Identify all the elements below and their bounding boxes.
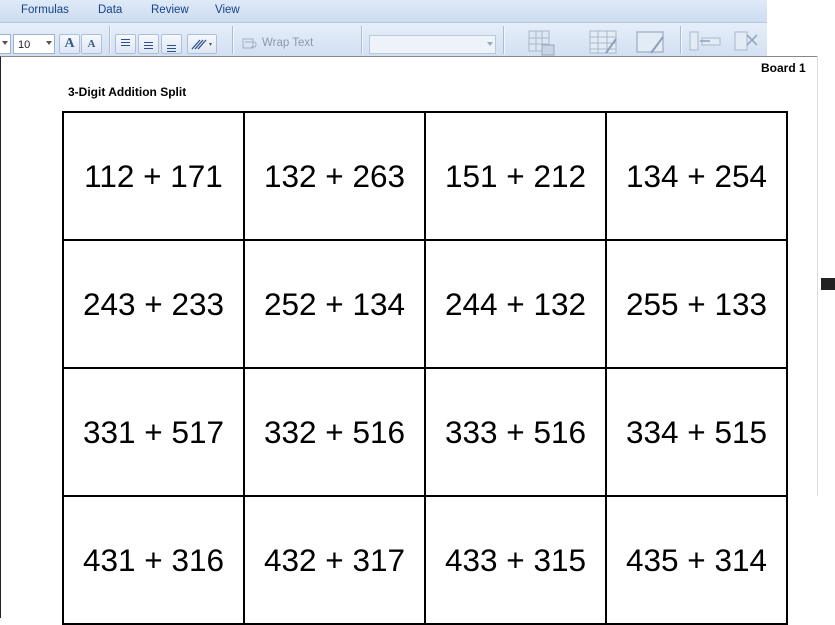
addition-card[interactable]: 432 + 317 [244, 496, 425, 624]
addition-card[interactable]: 331 + 517 [63, 368, 244, 496]
format-as-table-icon[interactable] [588, 29, 620, 57]
addition-card[interactable]: 134 + 254 [606, 112, 787, 240]
card-row [63, 240, 787, 368]
chevron-down-icon [46, 41, 52, 45]
tab-data[interactable]: Data [98, 4, 123, 16]
tab-formulas[interactable]: Formulas [21, 4, 69, 16]
addition-card[interactable]: 244 + 132 [425, 240, 606, 368]
addition-card[interactable]: 334 + 515 [606, 368, 787, 496]
group-divider [232, 26, 233, 54]
addition-card-grid [62, 111, 788, 625]
addition-card[interactable]: 252 + 134 [244, 240, 425, 368]
font-name-dropdown[interactable] [0, 34, 11, 54]
tab-view[interactable]: View [215, 4, 240, 16]
shrink-font-button[interactable]: A [81, 34, 102, 54]
addition-card[interactable]: 431 + 316 [63, 496, 244, 624]
ribbon-tab-bar [0, 0, 767, 23]
group-divider [680, 26, 681, 54]
wrap-text-label: Wrap Text [262, 37, 314, 49]
orientation-button[interactable] [187, 34, 217, 54]
addition-card[interactable]: 243 + 233 [63, 240, 244, 368]
font-size-value: 10 [18, 39, 31, 51]
addition-card[interactable]: 435 + 314 [606, 496, 787, 624]
wrap-text-button[interactable] [238, 34, 356, 54]
group-divider [361, 26, 362, 54]
align-top-button[interactable] [115, 34, 136, 54]
insert-cells-icon[interactable] [688, 29, 724, 57]
group-divider [109, 26, 110, 54]
page-edge-line [817, 56, 818, 496]
board-label: Board 1 [761, 61, 806, 75]
number-format-dropdown[interactable] [369, 35, 496, 54]
text-orientation-icon [188, 35, 216, 53]
addition-card[interactable]: 132 + 263 [244, 112, 425, 240]
scrollbar-thumb[interactable] [821, 278, 835, 290]
card-row [63, 496, 787, 624]
cell-styles-icon[interactable] [634, 29, 668, 57]
chevron-down-icon [487, 42, 493, 46]
tab-review[interactable]: Review [151, 4, 189, 16]
card-row [63, 368, 787, 496]
group-divider [503, 26, 504, 54]
addition-card[interactable]: 332 + 516 [244, 368, 425, 496]
addition-card[interactable]: 151 + 212 [425, 112, 606, 240]
chevron-down-icon [2, 41, 8, 45]
page-margin [818, 56, 835, 618]
grow-font-button[interactable]: A [59, 34, 80, 54]
card-row [63, 112, 787, 240]
font-size-dropdown[interactable] [13, 34, 55, 54]
worksheet-title: 3-Digit Addition Split [68, 85, 187, 99]
addition-card[interactable]: 333 + 516 [425, 368, 606, 496]
delete-cells-icon[interactable] [733, 29, 763, 57]
align-bottom-button[interactable] [161, 34, 182, 54]
wrap-text-icon [242, 37, 258, 51]
addition-card[interactable]: 255 + 133 [606, 240, 787, 368]
conditional-formatting-icon[interactable] [527, 29, 557, 57]
addition-card[interactable]: 433 + 315 [425, 496, 606, 624]
ribbon-toolbar [0, 23, 767, 56]
addition-card[interactable]: 112 + 171 [63, 112, 244, 240]
align-middle-button[interactable] [138, 34, 159, 54]
